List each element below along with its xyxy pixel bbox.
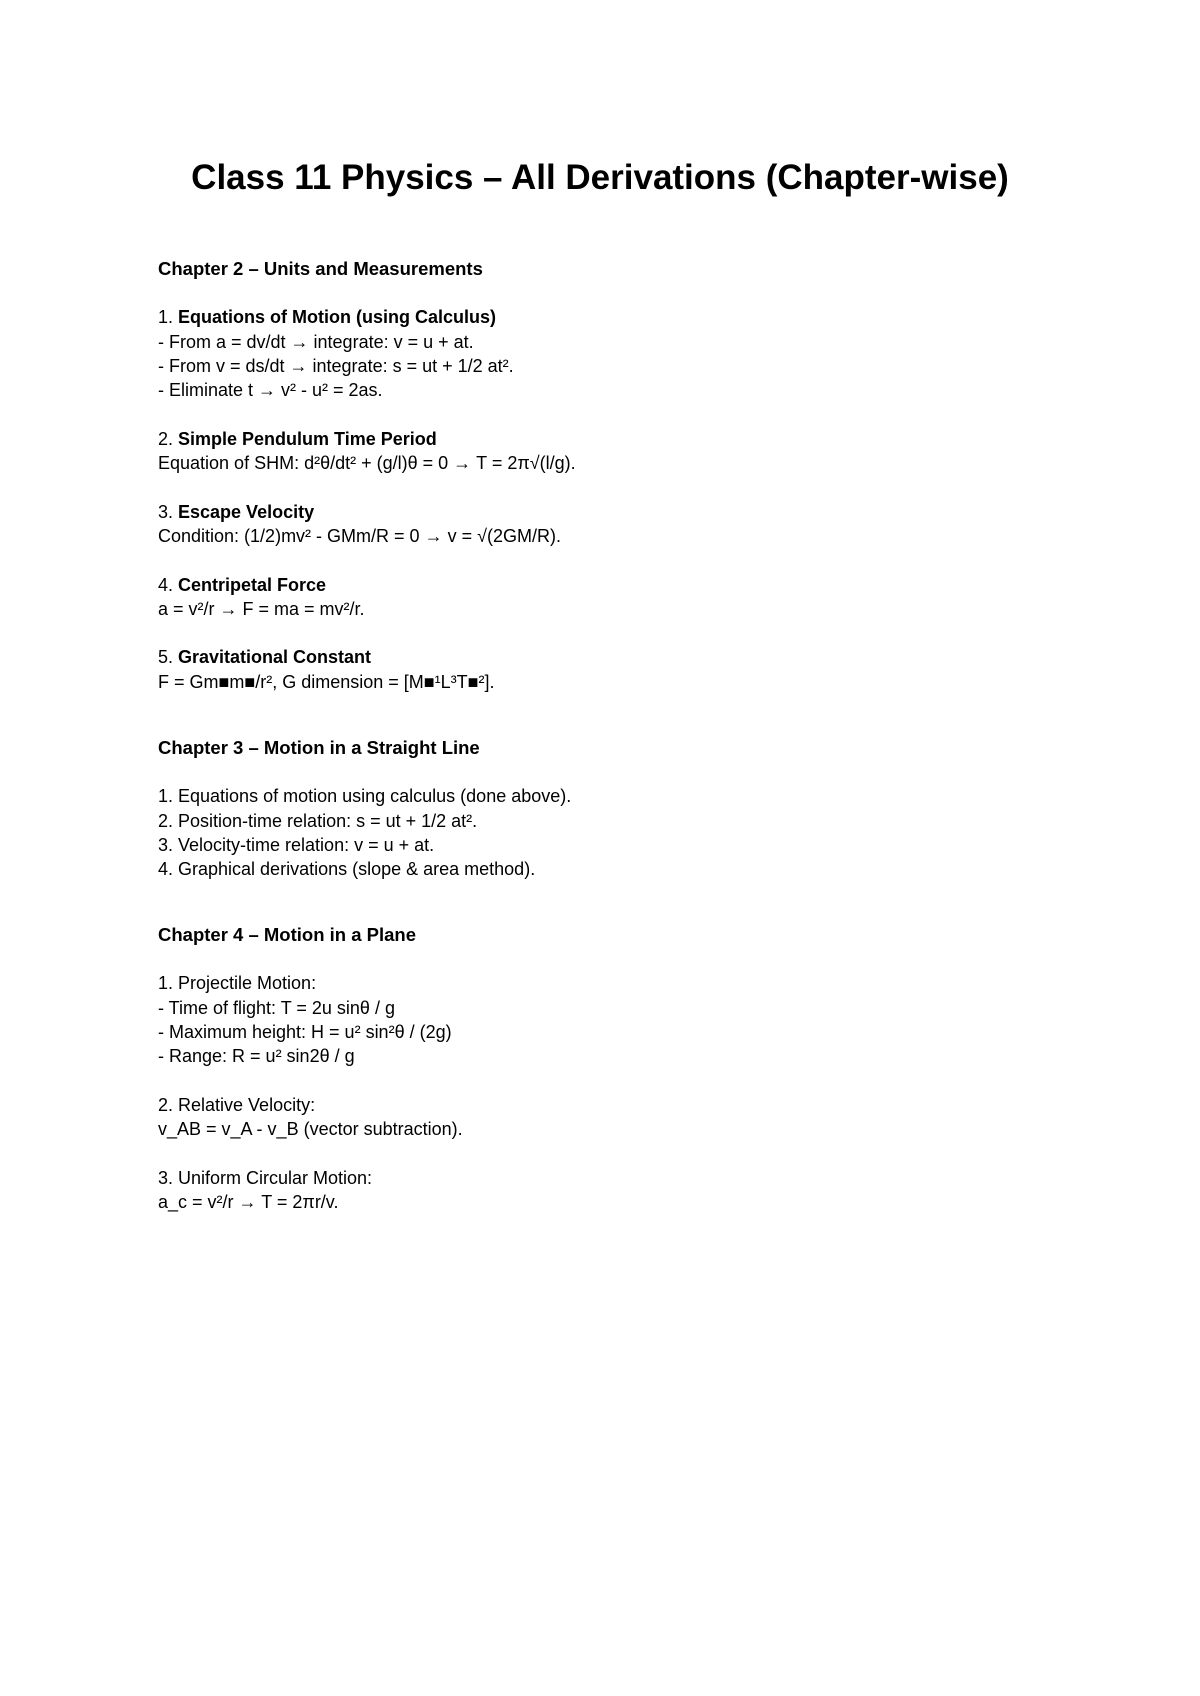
block-line: 1. Projectile Motion:	[158, 973, 317, 994]
derivation-item	[158, 427, 576, 476]
block-line: 2. Relative Velocity:	[158, 1094, 316, 1115]
derivation-item	[158, 645, 576, 694]
derivation-block	[158, 1166, 463, 1215]
item-line: Equation of SHM: d²θ/dt² + (g/l)θ = 0 → T = 2π√(l/g).	[158, 453, 576, 474]
block-line: - Maximum height: H = u² sin²θ / (2g)	[158, 1021, 452, 1042]
item-line: - Eliminate t → v² - u² = 2as.	[158, 380, 383, 401]
item-number: 4.	[158, 574, 179, 595]
page-title: Class 11 Physics – All Derivations (Chapter-wise)	[191, 158, 1009, 197]
item-title: Escape Velocity	[178, 501, 315, 522]
block-line: a_c = v²/r → T = 2πr/v.	[158, 1191, 339, 1212]
block-line: - Range: R = u² sin2θ / g	[158, 1046, 355, 1067]
item-number: 3.	[158, 501, 179, 522]
chapter-2-heading: Chapter 2 – Units and Measurements	[158, 258, 483, 279]
block-line: 3. Uniform Circular Motion:	[158, 1167, 373, 1188]
chapter-4-section	[158, 923, 463, 1214]
item-number: 5.	[158, 647, 179, 668]
item-line: F = Gm■m■/r², G dimension = [M■¹L³T■²].	[158, 671, 495, 692]
item-line: Condition: (1/2)mv² - GMm/R = 0 → v = √(2GM/R).	[158, 525, 561, 546]
block-line: v_AB = v_A - v_B (vector subtraction).	[158, 1119, 463, 1140]
block-line: - Time of flight: T = 2u sinθ / g	[158, 997, 395, 1018]
derivation-item	[158, 305, 576, 402]
derivation-block	[158, 1093, 463, 1142]
item-number: 1.	[158, 307, 179, 328]
chapter-3-heading: Chapter 3 – Motion in a Straight Line	[158, 737, 480, 758]
derivation-block	[158, 971, 463, 1068]
chapter-3-section	[158, 736, 571, 881]
item-title: Simple Pendulum Time Period	[178, 428, 437, 449]
item-title: Centripetal Force	[178, 574, 327, 595]
item-title: Gravitational Constant	[178, 647, 372, 668]
chapter-2-section	[158, 257, 576, 694]
list-item: 3. Velocity-time relation: v = u + at.	[158, 834, 435, 855]
item-line: a = v²/r → F = ma = mv²/r.	[158, 598, 365, 619]
item-line: - From v = ds/dt → integrate: s = ut + 1/2 at².	[158, 355, 514, 376]
chapter-4-heading: Chapter 4 – Motion in a Plane	[158, 924, 417, 945]
list-item: 1. Equations of motion using calculus (done above).	[158, 786, 572, 807]
derivation-item	[158, 573, 576, 622]
item-title: Equations of Motion (using Calculus)	[178, 307, 496, 328]
list-item: 4. Graphical derivations (slope & area method).	[158, 859, 536, 880]
item-line: - From a = dv/dt → integrate: v = u + at.	[158, 331, 474, 352]
list-item: 2. Position-time relation: s = ut + 1/2 at².	[158, 810, 478, 831]
derivation-item	[158, 500, 576, 549]
item-number: 2.	[158, 428, 179, 449]
